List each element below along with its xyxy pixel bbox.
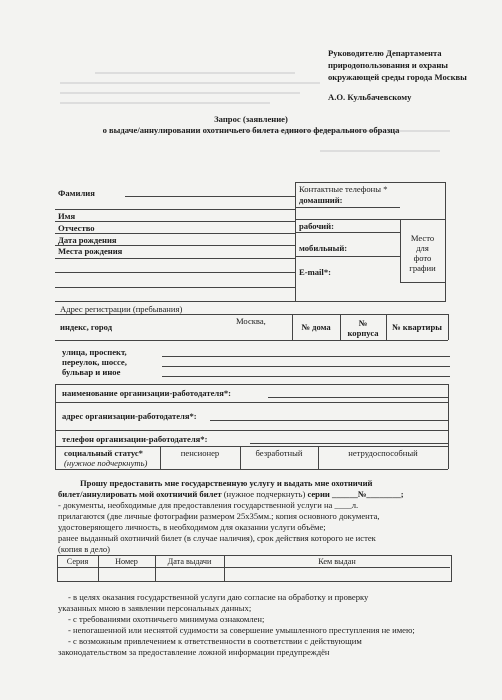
employer-phone-label: телефон организации-работодателя*: xyxy=(62,434,208,444)
request-line xyxy=(58,489,404,499)
social-option-unemployed[interactable]: безработный xyxy=(255,448,303,458)
apartment-label: № квартиры xyxy=(391,322,442,332)
street-label: переулок, шоссе, xyxy=(62,357,127,367)
patronymic-field[interactable] xyxy=(55,233,295,234)
employer-address-label: адрес организации-работодателя*: xyxy=(62,411,197,421)
home-phone-label: домашний: xyxy=(299,195,343,205)
name-label: Имя xyxy=(58,211,76,221)
address-border xyxy=(55,314,448,315)
consent-line: - с требованиями охотничьего минимума ознакомлен; xyxy=(68,614,265,624)
contacts-header: Контактные телефоны * xyxy=(299,184,388,194)
employer-border xyxy=(55,384,448,385)
form-subtitle: о выдаче/аннулировании охотничьего билета единого федерального образца xyxy=(102,125,400,135)
birth-place-field[interactable] xyxy=(55,287,295,288)
mobile-phone-label: мобильный: xyxy=(299,243,348,253)
photo-frame xyxy=(400,282,445,283)
consent-line: законодательством за предоставление ложной информации предупреждён xyxy=(58,647,330,657)
social-status-label: социальный статус* xyxy=(64,448,143,458)
house-label: № дома xyxy=(301,322,331,332)
street-field[interactable] xyxy=(162,356,450,357)
request-series: серии ______№________; xyxy=(307,489,404,499)
request-line: удостоверяющего личность, в необходимом для оказании услуги объёме; xyxy=(58,522,326,532)
consent-line: указанных мною в заявлении персональных данных; xyxy=(58,603,252,613)
building-label: корпуса xyxy=(347,328,379,338)
bleed-through xyxy=(60,102,270,104)
addressee-line: окружающей среды города Москвы xyxy=(328,72,467,82)
social-option-pensioner[interactable]: пенсионер xyxy=(180,448,220,458)
birth-place-field[interactable] xyxy=(55,258,295,259)
building-label: № xyxy=(358,318,368,328)
home-phone-field[interactable] xyxy=(295,207,400,208)
social-status-hint: (нужное подчеркнуть) xyxy=(64,458,148,468)
street-field[interactable] xyxy=(162,366,450,367)
surname-label: Фамилия xyxy=(58,188,95,198)
work-phone-field[interactable] xyxy=(295,232,400,233)
contacts-border xyxy=(445,182,446,302)
address-label: Адрес регистрации (пребывания) xyxy=(60,304,183,314)
email-label: E-mail*: xyxy=(299,267,331,277)
form-line xyxy=(55,209,295,210)
employer-name-label: наименование организации-работодателя*: xyxy=(62,388,232,398)
birth-date-label: Дата рождения xyxy=(58,235,117,245)
employer-border xyxy=(55,430,448,431)
surname-field[interactable] xyxy=(125,196,295,197)
name-field[interactable] xyxy=(55,221,295,222)
addressee-line: Руководителю Департамента xyxy=(328,48,442,58)
employer-phone-field[interactable] xyxy=(250,443,448,444)
employer-border xyxy=(55,384,56,469)
request-line: - документы, необходимые для предоставления государственной услуги на ____л. xyxy=(58,500,359,510)
street-label: улица, проспект, xyxy=(62,347,127,357)
doc-table-header: Серия xyxy=(66,557,89,566)
doc-table-header: Дата выдачи xyxy=(167,557,212,566)
request-line: (копия в дело) xyxy=(58,544,111,554)
contacts-divider xyxy=(295,182,296,302)
bleed-through xyxy=(60,92,300,94)
index-city-label: индекс, город xyxy=(60,322,113,332)
doc-table-row-line xyxy=(57,567,450,568)
photo-label: фото xyxy=(413,253,432,263)
mobile-phone-field[interactable] xyxy=(295,256,400,257)
request-normal: (нужное подчеркнуть) xyxy=(221,489,308,499)
patronymic-label: Отчество xyxy=(58,223,95,233)
work-phone-label: рабочий: xyxy=(299,221,334,231)
request-line: ранее выданный охотничий билет (в случае наличия), срок действия которого не истек xyxy=(58,533,376,543)
consent-line: - непогашенной или неснятой судимости за совершение умышленного преступления не имею; xyxy=(68,625,415,635)
birth-place-label: Места рождения xyxy=(58,246,123,256)
consent-line: - с возможным привлечением к ответственности в соответствии с действующим xyxy=(68,636,362,646)
address-cell-divider xyxy=(448,314,449,340)
employer-border xyxy=(55,469,448,470)
photo-label: Место xyxy=(410,233,435,243)
city-value: Москва, xyxy=(236,316,266,326)
employer-border xyxy=(55,446,448,447)
address-border xyxy=(55,340,448,341)
form-line xyxy=(55,301,295,302)
doc-table-header: Номер xyxy=(115,557,138,566)
doc-table-header: Кем выдан xyxy=(318,557,356,566)
addressee-name: А.О. Кульбачевскому xyxy=(328,92,412,102)
form-line xyxy=(295,219,400,220)
consent-line: - в целях оказания государственной услуги даю согласие на обработку и проверку xyxy=(68,592,369,602)
employer-border xyxy=(55,402,448,403)
contacts-border xyxy=(295,301,445,302)
request-line: прилагаются (две личные фотографии размером 25х35мм.; копия основного документа, xyxy=(58,511,380,521)
photo-label: для xyxy=(416,243,429,253)
contacts-border xyxy=(295,182,445,183)
street-label: бульвар и иное xyxy=(62,367,121,377)
photo-frame xyxy=(400,219,445,220)
social-option-disabled[interactable]: нетрудоспособный xyxy=(348,448,418,458)
photo-label: графии xyxy=(409,263,436,273)
addressee-line: природопользования и охраны xyxy=(328,60,448,70)
form-title: Запрос (заявление) xyxy=(214,114,288,124)
bleed-through xyxy=(60,82,320,84)
street-field[interactable] xyxy=(162,376,450,377)
bleed-through xyxy=(95,72,295,74)
request-bold: билет/аннулировать мой охотничий билет xyxy=(58,489,222,499)
bleed-through xyxy=(320,150,440,152)
employer-name-field[interactable] xyxy=(268,397,448,398)
employer-border xyxy=(448,384,449,469)
request-line: Прошу предоставить мне государственную услугу и выдать мне охотничий xyxy=(80,478,373,488)
employer-address-field[interactable] xyxy=(210,420,448,421)
birth-place-field[interactable] xyxy=(55,272,295,273)
